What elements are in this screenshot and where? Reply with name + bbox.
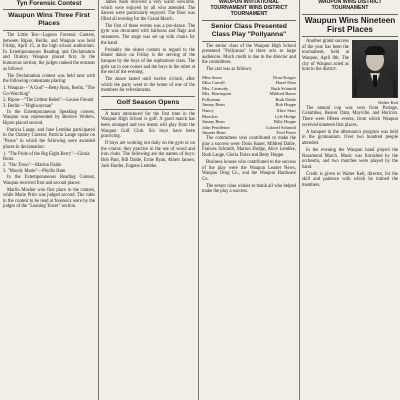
article-paragraph: The first of these events was a pro-dance. The gym was decorated with balloons and flags and streamers. The stage was set up with chairs for the band. [101, 23, 195, 46]
cast-list [202, 75, 296, 137]
divider [101, 109, 195, 110]
cast-actor: Mildred Bauer [269, 91, 296, 97]
play-headline: Senior Class Presented Class Play "Pollyanna" [211, 22, 287, 38]
divider [101, 96, 195, 97]
cast-role: Nancy [202, 108, 214, 114]
column-3 [202, 0, 296, 400]
article-paragraph: Another grand success of the year has been the tournament, held at Waupun, April 8th. The city of Waupun acted as host to the district. [302, 39, 349, 73]
article-paragraph: The senior class wishes to thank all who helped make the play a success. [202, 183, 296, 195]
cast-actor: Lyle Hodge [274, 113, 296, 119]
cast-actor: Colonel Schmidt [265, 124, 296, 130]
article-paragraph: The senior class of the Waupun High School presented "Pollyanna" in three acts to large audiences. Much credit is due to the director and the committees. [202, 43, 296, 66]
cast-actor: Billy Hoppe [273, 119, 296, 125]
article-paragraph: Credit is given to Walter Keil, director, for the skill and patience with which he trained the members. [302, 171, 398, 188]
cast-intro: The cast was as follows: [206, 67, 252, 73]
article-paragraph: Marlin Mosher won first place in the contest, while Marie Prim was judged second. The rules in the contest to be read at forensics were by the judges of the "Leaning Tower" section. [3, 187, 95, 210]
article-paragraph: In the Extemporaneous Reading Contest, Waupun received first and second places: [3, 175, 95, 186]
photo-tie [373, 75, 377, 87]
cast-role: Pollyanna [202, 96, 220, 102]
cast-role: Bleecker [202, 113, 218, 119]
article-paragraph: The committees who contributed to make the play a success were: Doris Bauer, Mildred Dahle, Frances Schmidt, Marion Hodge, Alice Lembke, Ruth Lange, Gloria Fister and Betty Hoppe. [202, 136, 296, 158]
placings-list [3, 86, 95, 109]
divider [3, 30, 95, 31]
article-paragraph: The Little Ten—Lagoon Forensic Contest, between Ripon, Berlin, and Waupun was held Friday, April 15, at the high school auditorium. In Extemporaneous Reading and Declamation and Oratory Waupun placed first. In the humorous section, the judges ranked the entrants as follows: [3, 32, 95, 72]
cast-role: Mrs. Harrington [202, 91, 232, 97]
cast-role: John Pendleton [202, 124, 230, 130]
list-item: 3. "Moody Marie"—Phyllis Ham [3, 169, 66, 175]
cast-role: Miss Snow [202, 74, 223, 80]
cast-role: Mrs. Carmody [202, 85, 229, 91]
placings-list [3, 152, 95, 175]
divider [202, 41, 296, 42]
divider [302, 36, 398, 37]
cast-actor: Fred Fister [276, 130, 296, 136]
column-4 [302, 0, 398, 400]
column-rule [198, 0, 199, 400]
article-paragraph: The dance lasted until twelve o'clock, after which the party went to the home of one of the members for refreshments. [101, 77, 195, 94]
column-1-headline: Waupun Wins Three First Places [8, 12, 90, 28]
article-paragraph: The annual cup was won from Portage, Columbus, Beaver Dam, Mayville, and Horicon. There were fifteen events, from which Waupun received nineteen first places. [302, 105, 398, 128]
column-2 [101, 0, 195, 400]
article-paragraph: If boys are working out daily on the gym or on the course, they practice in the use of wood and iron clubs. The following are the names of boys: Bob Paul, Bill Dahle, Ernie Ryan, Albert Jansen, Jack Harder, Eugene Lembke. [101, 141, 195, 169]
photo-caption: Walter Keil [377, 100, 398, 106]
article-paragraph: A banquet in the afternoon's program was held in the gymnasium. Over two hundred people attended. [302, 129, 398, 146]
article-paragraph: James Nash received a very warm welcome, which were enjoyed by all who attended. The dances were particularly enjoyed. The floor was filled all evening for the Grand March. [101, 0, 195, 22]
photo-hair [365, 46, 385, 55]
article-paragraph: In the evening the Waupun band played the Rosamund March. Music was furnished by the orchestra, and two marches were played by the band. [302, 147, 398, 170]
divider [3, 9, 95, 10]
list-item: 3. Berlin—"Highwayman" [3, 103, 54, 109]
divider [302, 14, 398, 15]
cast-role: Jimmy Bean [202, 102, 225, 108]
cast-role: Miss Carroll [202, 80, 225, 86]
list-item: 1. Waupun—"A God"—Betty Ross, Berlin, "The Go-Watching" [3, 86, 95, 97]
cast-role: Jimmie Bean [202, 130, 226, 136]
column-3-banner: WAUPUN INVITATIONAL TOURNAMENT WINS DISTRICT TOURNAMENT [210, 0, 288, 17]
article-paragraph: Patricia Lange, and June Lembke participated in the Oratory Contest. Patricia Lange spoke on "Peace" in which the following were awarded places in declamation: [3, 127, 95, 150]
column-4-banner: WAUPUN WINS DISTRICT TOURNAMENT [318, 0, 382, 11]
cast-actor: Ruth Schmidt [271, 85, 296, 91]
tournament-headline: Waupun Wins Nineteen First Places [304, 15, 396, 34]
portrait-photo [352, 40, 398, 98]
list-item: 2. "Our Town"—Marion Dahle [3, 163, 62, 169]
list-item: 2. Ripon—"The Littlest Rebel"—Louise Freund [3, 97, 94, 103]
article-paragraph: The Declamation contest was held next with the following contestants placing: [3, 73, 95, 85]
cast-actor: Bob Hoppe [275, 102, 296, 108]
cast-role: Jimmy Bean [202, 119, 225, 125]
cast-actor: Alice Starr [276, 108, 296, 114]
cast-actor: Dora Kruger [273, 74, 296, 80]
cast-actor: Ruth Dahle [275, 96, 296, 102]
column-1-headline-top: Tyn Forensic Contest [16, 0, 82, 7]
article-paragraph: In the Extemporaneous Speaking contest, Waupun was represented by Bernice Wolters, Ripon placed second. [3, 109, 95, 126]
article-paragraph: Business houses who contributed to the success of the play were the Waupun Leader News, Waupun Drug Co., and the Waupun Hardware Co. [202, 159, 296, 182]
column-1 [3, 0, 95, 400]
golf-headline: Golf Season Opens [116, 99, 180, 106]
column-rule [299, 0, 300, 400]
article-paragraph: A team introduced for the first time in the Waupun High School is golf. A good match has been arranged and two teams will play from the Waupun Golf Club. Six boys have been practicing. [101, 111, 195, 140]
list-item: 1. "The Pride of the Big Eight Berry"—Gloria Buiss [3, 151, 90, 163]
cast-actor: Hazel Dear [275, 80, 296, 86]
column-rule [98, 0, 99, 400]
divider [202, 20, 296, 21]
article-paragraph: Probably the oldest custom in regard to the dinner dance on Friday is the serving of the banquet by the boys of the sophomore class. The girls sat in one corner and the boys in the other at the end of the evening. [101, 47, 195, 76]
